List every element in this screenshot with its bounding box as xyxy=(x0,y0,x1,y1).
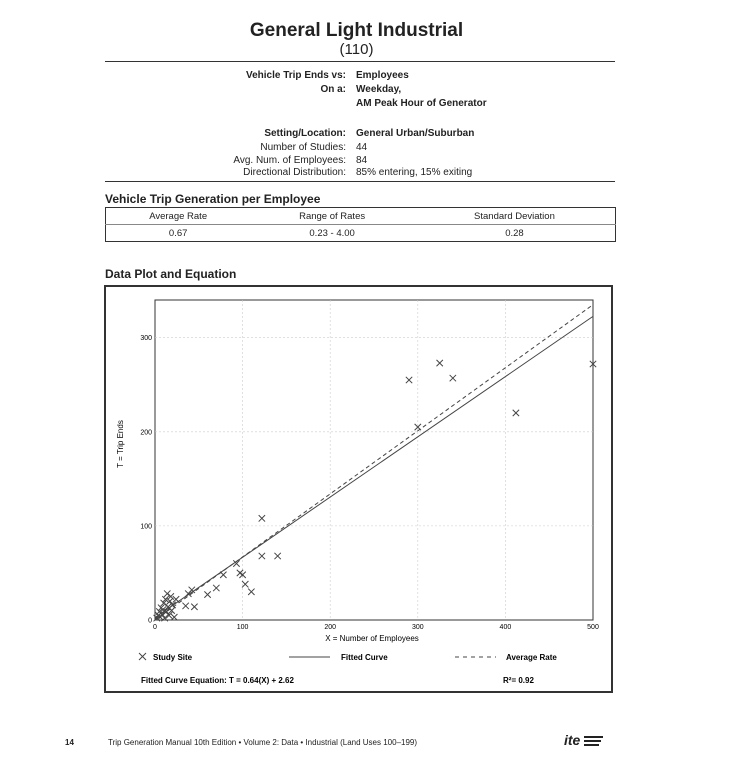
study-site-point xyxy=(513,410,519,416)
x-axis-label: X = Number of Employees xyxy=(325,634,419,643)
page-title: General Light Industrial xyxy=(249,20,464,41)
trip-ends-value: Employees xyxy=(356,70,409,81)
on-value-2: AM Peak Hour of Generator xyxy=(356,98,487,109)
study-site-point xyxy=(171,614,177,620)
trip-ends-label: Vehicle Trip Ends vs: xyxy=(245,70,346,81)
tick-labels xyxy=(140,335,599,631)
directional-label: Directional Distribution: xyxy=(243,167,346,178)
rates-value-stddev: 0.28 xyxy=(414,225,616,242)
svg-text:ite: ite xyxy=(564,732,581,748)
study-site-legend-icon xyxy=(139,653,146,660)
studies-value: 44 xyxy=(356,142,368,153)
study-site-point xyxy=(242,581,248,587)
x-tick-label: 200 xyxy=(324,624,337,631)
x-tick-label: 100 xyxy=(236,624,249,631)
ite-logo-icon xyxy=(563,732,605,748)
page-number: 14 xyxy=(65,738,74,747)
y-tick-label: 200 xyxy=(140,429,152,437)
y-axis-label: T = Trip Ends xyxy=(116,420,125,468)
avg-employees-label: Avg. Num. of Employees: xyxy=(233,155,346,166)
study-site-point xyxy=(191,604,197,610)
legend-study-site: Study Site xyxy=(153,653,193,662)
ite-logo xyxy=(563,732,605,753)
rates-header-stddev: Standard Deviation xyxy=(414,208,616,225)
study-site-point xyxy=(450,375,456,381)
x-tick-label: 500 xyxy=(587,624,599,631)
y-tick-label: 100 xyxy=(140,523,152,531)
setting-label: Setting/Location: xyxy=(264,128,346,139)
y-tick-label: 0 xyxy=(148,617,152,625)
x-tick-label: 0 xyxy=(153,624,157,631)
study-site-point xyxy=(248,589,254,595)
on-label: On a: xyxy=(320,84,346,95)
land-use-code: (110) xyxy=(339,41,374,58)
study-site-point xyxy=(406,377,412,383)
plot-section-title: Data Plot and Equation xyxy=(105,267,237,281)
study-site-point xyxy=(259,553,265,559)
r-squared: R²= 0.92 xyxy=(503,676,534,685)
directional-value: 85% entering, 15% exiting xyxy=(356,167,473,178)
study-site-point xyxy=(204,591,210,597)
rates-header-range: Range of Rates xyxy=(250,208,414,225)
rates-value-average: 0.67 xyxy=(106,225,251,242)
rates-header-average: Average Rate xyxy=(106,208,251,225)
average-rate-line xyxy=(156,305,593,620)
avg-employees-value: 84 xyxy=(356,155,368,166)
footer-text: Trip Generation Manual 10th Edition • Volume 2: Data • Industrial (Land Uses 100–199) xyxy=(108,738,418,747)
study-site-point xyxy=(437,360,443,366)
legend-fitted-curve: Fitted Curve xyxy=(341,653,388,662)
studies-label: Number of Studies: xyxy=(260,142,346,153)
study-site-point xyxy=(220,572,226,578)
data-points xyxy=(154,360,597,621)
study-site-point xyxy=(259,515,265,521)
trend-lines xyxy=(156,305,593,620)
study-site-point xyxy=(182,603,188,609)
y-tick-label: 300 xyxy=(140,335,152,343)
x-tick-label: 300 xyxy=(411,624,424,631)
on-value-1: Weekday, xyxy=(356,84,402,95)
setting-value: General Urban/Suburban xyxy=(356,128,475,139)
legend-average-rate: Average Rate xyxy=(506,653,557,662)
study-site-point xyxy=(213,585,219,591)
x-tick-label: 400 xyxy=(499,624,512,631)
rates-section-title: Vehicle Trip Generation per Employee xyxy=(105,192,321,206)
study-site-point xyxy=(274,553,280,559)
rates-value-range: 0.23 - 4.00 xyxy=(250,225,414,242)
fitted-curve-equation: Fitted Curve Equation: T = 0.64(X) + 2.62 xyxy=(141,676,294,685)
